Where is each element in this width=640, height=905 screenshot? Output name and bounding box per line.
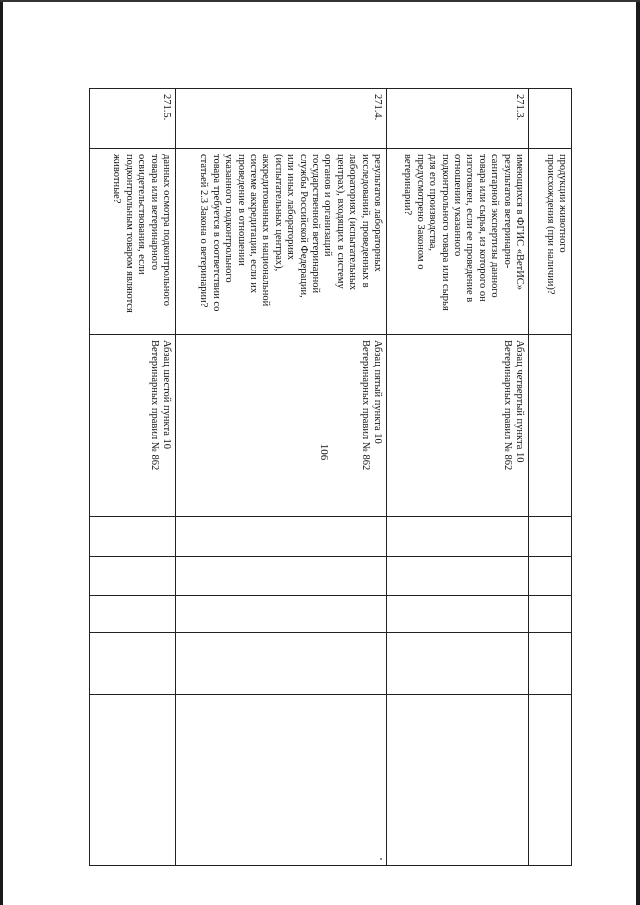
question-cell: имеющихся в ФГИС «ВетИС» результатов ветеринарно- санитарной экспертизы данного товара или сырья, из которого он изготовлен, если ее проведение в отношении указанного подконтрольного товара или сырья для его производства, предусмотрено Законом о ветеринарии?: [387, 149, 529, 335]
row-number-cell: 271.5.: [90, 89, 176, 149]
scan-speck: [380, 858, 382, 860]
question-cell: данных осмотра подконтрольного товара или ветеринарного освидетельствования, если подконтрольным товаром являются животные?: [90, 149, 176, 335]
answer-na-cell: [176, 596, 387, 633]
table-row: [387, 89, 529, 866]
answer-yes-cell: [529, 517, 572, 557]
page-number: 106: [318, 443, 330, 461]
scan-edge-left: [0, 0, 3, 905]
question-cell: продукции животного происхождения (при наличии)?: [529, 149, 572, 335]
rotated-table-container: [90, 88, 572, 865]
answer-no-cell: [529, 557, 572, 596]
table-row: [176, 89, 387, 866]
scan-edge-top: [0, 0, 640, 2]
note-cell: [176, 633, 387, 695]
answer-yes-cell: [176, 517, 387, 557]
answer-no-cell: [387, 557, 529, 596]
note-cell: [529, 633, 572, 695]
legal-basis-cell: Абзац шестой пункта 10 Ветеринарных правил № 862: [90, 335, 176, 517]
legal-basis-cell: Абзац пятый пункта 10 Ветеринарных правил № 862: [176, 335, 387, 517]
row-number-cell: 271.4.: [176, 89, 387, 149]
comment-cell: [529, 695, 572, 866]
row-number-cell: 271.3.: [387, 89, 529, 149]
table-row: [90, 89, 176, 866]
answer-no-cell: [176, 557, 387, 596]
note-cell: [90, 633, 176, 695]
legal-basis-cell: [529, 335, 572, 517]
checklist-table-area: [90, 88, 572, 865]
table-row: [529, 89, 572, 866]
scan-edge-right: [636, 0, 640, 905]
comment-cell: [90, 695, 176, 866]
checklist-table: [89, 88, 572, 866]
answer-na-cell: [90, 596, 176, 633]
row-number-cell: [529, 89, 572, 149]
legal-basis-cell: Абзац четвертый пункта 10 Ветеринарных правил № 862: [387, 335, 529, 517]
comment-cell: [176, 695, 387, 866]
answer-na-cell: [529, 596, 572, 633]
answer-no-cell: [90, 557, 176, 596]
note-cell: [387, 633, 529, 695]
question-cell: результатов лабораторных исследований, проведенных в лабораториях (испытательных центрах), входящих в систему органов и организаций государственной ветеринарной службы Российской Федерации, или иных лабораториях (испытательных центрах), аккредитованных в национальной системе аккредитации, если их проведение в отношении указанного подконтрольного товара требуется в соответствии со статьей 2.3 Закона о ветеринарии?: [176, 149, 387, 335]
answer-yes-cell: [387, 517, 529, 557]
answer-yes-cell: [90, 517, 176, 557]
comment-cell: [387, 695, 529, 866]
answer-na-cell: [387, 596, 529, 633]
